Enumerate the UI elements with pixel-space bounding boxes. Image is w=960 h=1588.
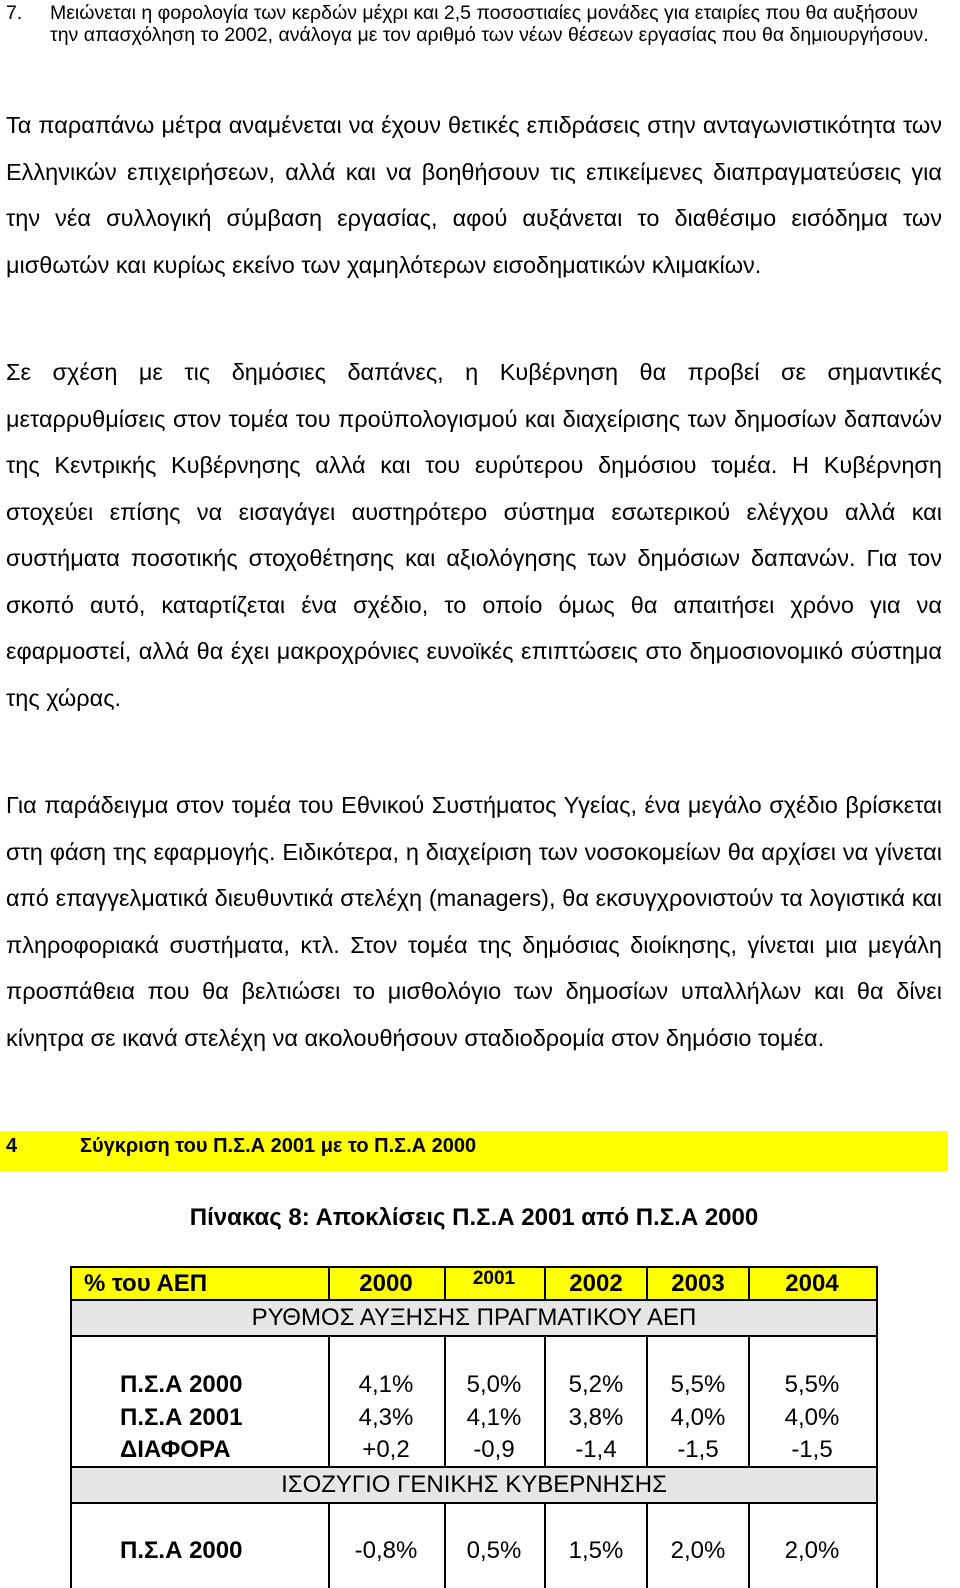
section-number: 4 xyxy=(6,1135,18,1157)
table-border-right xyxy=(876,1266,878,1588)
band-real-gdp-growth: ΡΥΘΜΟΣ ΑΥΞΗΣΗΣ ΠΡΑΓΜΑΤΙΚΟΥ ΑΕΠ xyxy=(72,1300,876,1336)
table-border xyxy=(70,1466,878,1468)
table-cell: -0,9 xyxy=(473,1436,515,1463)
paragraph-measures-effects: Τα παραπάνω μέτρα αναμένεται να έχουν θετικές επιδράσεις στην ανταγωνιστικότητα των Ελληνικών επιχειρήσεων, αλλά και να βοηθήσουν τις επικείμενες διαπραγματεύσεις για την νέα συλλογική σύμβαση εργασίας, αφού αυξάνεται το διαθέσιμο εισόδημα των μισθωτών και κυρίως εκείνο των χαμηλότερων εισοδηματικών κλιμακίων. xyxy=(6,112,942,278)
header-year-2003: 2003 xyxy=(648,1268,748,1300)
header-label: % του ΑΕΠ xyxy=(84,1268,264,1300)
table-cell: 5,0% xyxy=(466,1371,522,1398)
band-general-government-balance: ΙΣΟΖΥΓΙΟ ΓΕΝΙΚΗΣ ΚΥΒΕΡΝΗΣΗΣ xyxy=(72,1467,876,1503)
header-year-2001: 2001 xyxy=(444,1266,544,1298)
table-cell: -1,4 xyxy=(575,1436,617,1463)
table-cell: 3,8% xyxy=(568,1404,624,1431)
table-border xyxy=(328,1503,330,1588)
table-border xyxy=(646,1336,648,1466)
table-border xyxy=(748,1336,750,1466)
row-label-difference: ΔΙΑΦΟΡΑ xyxy=(120,1436,231,1463)
table-cell: 5,5% xyxy=(784,1371,840,1398)
header-year-2000: 2000 xyxy=(328,1268,444,1300)
table-border-left xyxy=(70,1266,72,1588)
header-year-2004: 2004 xyxy=(750,1268,874,1300)
table-cell: 2,0% xyxy=(670,1537,726,1564)
header-year-2002: 2002 xyxy=(546,1268,646,1300)
row-label-psa-2001: Π.Σ.Α 2001 xyxy=(120,1404,243,1431)
table-border xyxy=(328,1266,330,1300)
table-cell: 5,5% xyxy=(670,1371,726,1398)
table-cell: 4,0% xyxy=(784,1404,840,1431)
table-cell: 4,1% xyxy=(466,1404,522,1431)
table-border xyxy=(70,1299,878,1301)
table-border xyxy=(444,1503,446,1588)
list-item-text: Μειώνεται η φορολογία των κερδών μέχρι και 2,5 ποσοστιαίες μονάδες για εταιρίες που θα αυξήσουν την απασχόληση το 2002, ανάλογα με τον αριθμό των νέων θέσεων εργασίας που θα δημιουργήσουν. xyxy=(50,2,929,46)
table-cell: 1,5% xyxy=(568,1537,624,1564)
table-caption: Πίνακας 8: Αποκλίσεις Π.Σ.Α 2001 από Π.Σ.Α 2000 xyxy=(189,1204,759,1231)
table-border xyxy=(646,1503,648,1588)
table-cell: 4,1% xyxy=(358,1371,414,1398)
table-border xyxy=(328,1336,330,1466)
table-border xyxy=(544,1266,546,1300)
table-border xyxy=(444,1336,446,1466)
table-cell: 4,0% xyxy=(670,1404,726,1431)
table-cell: -0,8% xyxy=(354,1537,418,1564)
table-cell: 0,5% xyxy=(466,1537,522,1564)
paragraph-public-spending: Σε σχέση με τις δημόσιες δαπάνες, η Κυβέρνηση θα προβεί σε σημαντικές μεταρρυθμίσεις στον τομέα του προϋπολογισμού και διαχείρισης των δημοσίων δαπανών της Κεντρικής Κυβέρνησης αλλά και του ευρύτερου δημόσιου τομέα. Η Κυβέρνηση στοχεύει επίσης να εισαγάγει αυστηρότερο σύστημα εσωτερικού ελέγχου αλλά και συστήματα ποσοτικής στοχοθέτησης και αξιολόγησης των δημόσιων δαπανών. Για τον σκοπό αυτό, καταρτίζεται ένα σχέδιο, το οποίο όμως θα απαιτήσει χρόνο για να εφαρμοστεί, αλλά θα έχει μακροχρόνιες ευνοϊκές επιπτώσεις στο δημοσιονομικό σύστημα της χώρας. xyxy=(6,359,942,711)
table-cell: -1,5 xyxy=(791,1436,833,1463)
row-label-psa-2000-balance: Π.Σ.Α 2000 xyxy=(120,1537,243,1564)
table-border xyxy=(748,1503,750,1588)
table-cell: 5,2% xyxy=(568,1371,624,1398)
table-border xyxy=(70,1335,878,1337)
table-border xyxy=(544,1503,546,1588)
table-cell: +0,2 xyxy=(362,1436,410,1463)
table-cell: 4,3% xyxy=(358,1404,414,1431)
row-label-psa-2000: Π.Σ.Α 2000 xyxy=(120,1371,243,1398)
table-border xyxy=(544,1336,546,1466)
paragraph-health-system: Για παράδειγμα στον τομέα του Εθνικού Συστήματος Υγείας, ένα μεγάλο σχέδιο βρίσκεται στη φάση της εφαρμογής. Ειδικότερα, η διαχείριση των νοσοκομείων θα αρχίσει να γίνεται από επαγγελματικά διευθυντικά στελέχη (managers), θα εκσυγχρονιστούν τα λογιστικά και πληροφοριακά συστήματα, κτλ. Στον τομέα της δημόσιας διοίκησης, γίνεται μια μεγάλη προσπάθεια που θα βελτιώσει το μισθολόγιο των δημοσίων υπαλλήλων και θα δίνει κίνητρα σε ικανά στελέχη να ακολουθήσουν σταδιοδρομία στον δημόσιο τομέα. xyxy=(6,792,942,1051)
table-cell: -1,5 xyxy=(677,1436,719,1463)
section-title: Σύγκριση του Π.Σ.Α 2001 με το Π.Σ.Α 2000 xyxy=(80,1135,477,1157)
table-cell: 2,0% xyxy=(784,1537,840,1564)
table-border xyxy=(444,1266,446,1300)
list-item-number: 7. xyxy=(6,2,23,24)
table-border xyxy=(646,1266,648,1300)
table-border-top xyxy=(70,1266,878,1268)
table-border xyxy=(70,1502,878,1504)
table-border xyxy=(748,1266,750,1300)
